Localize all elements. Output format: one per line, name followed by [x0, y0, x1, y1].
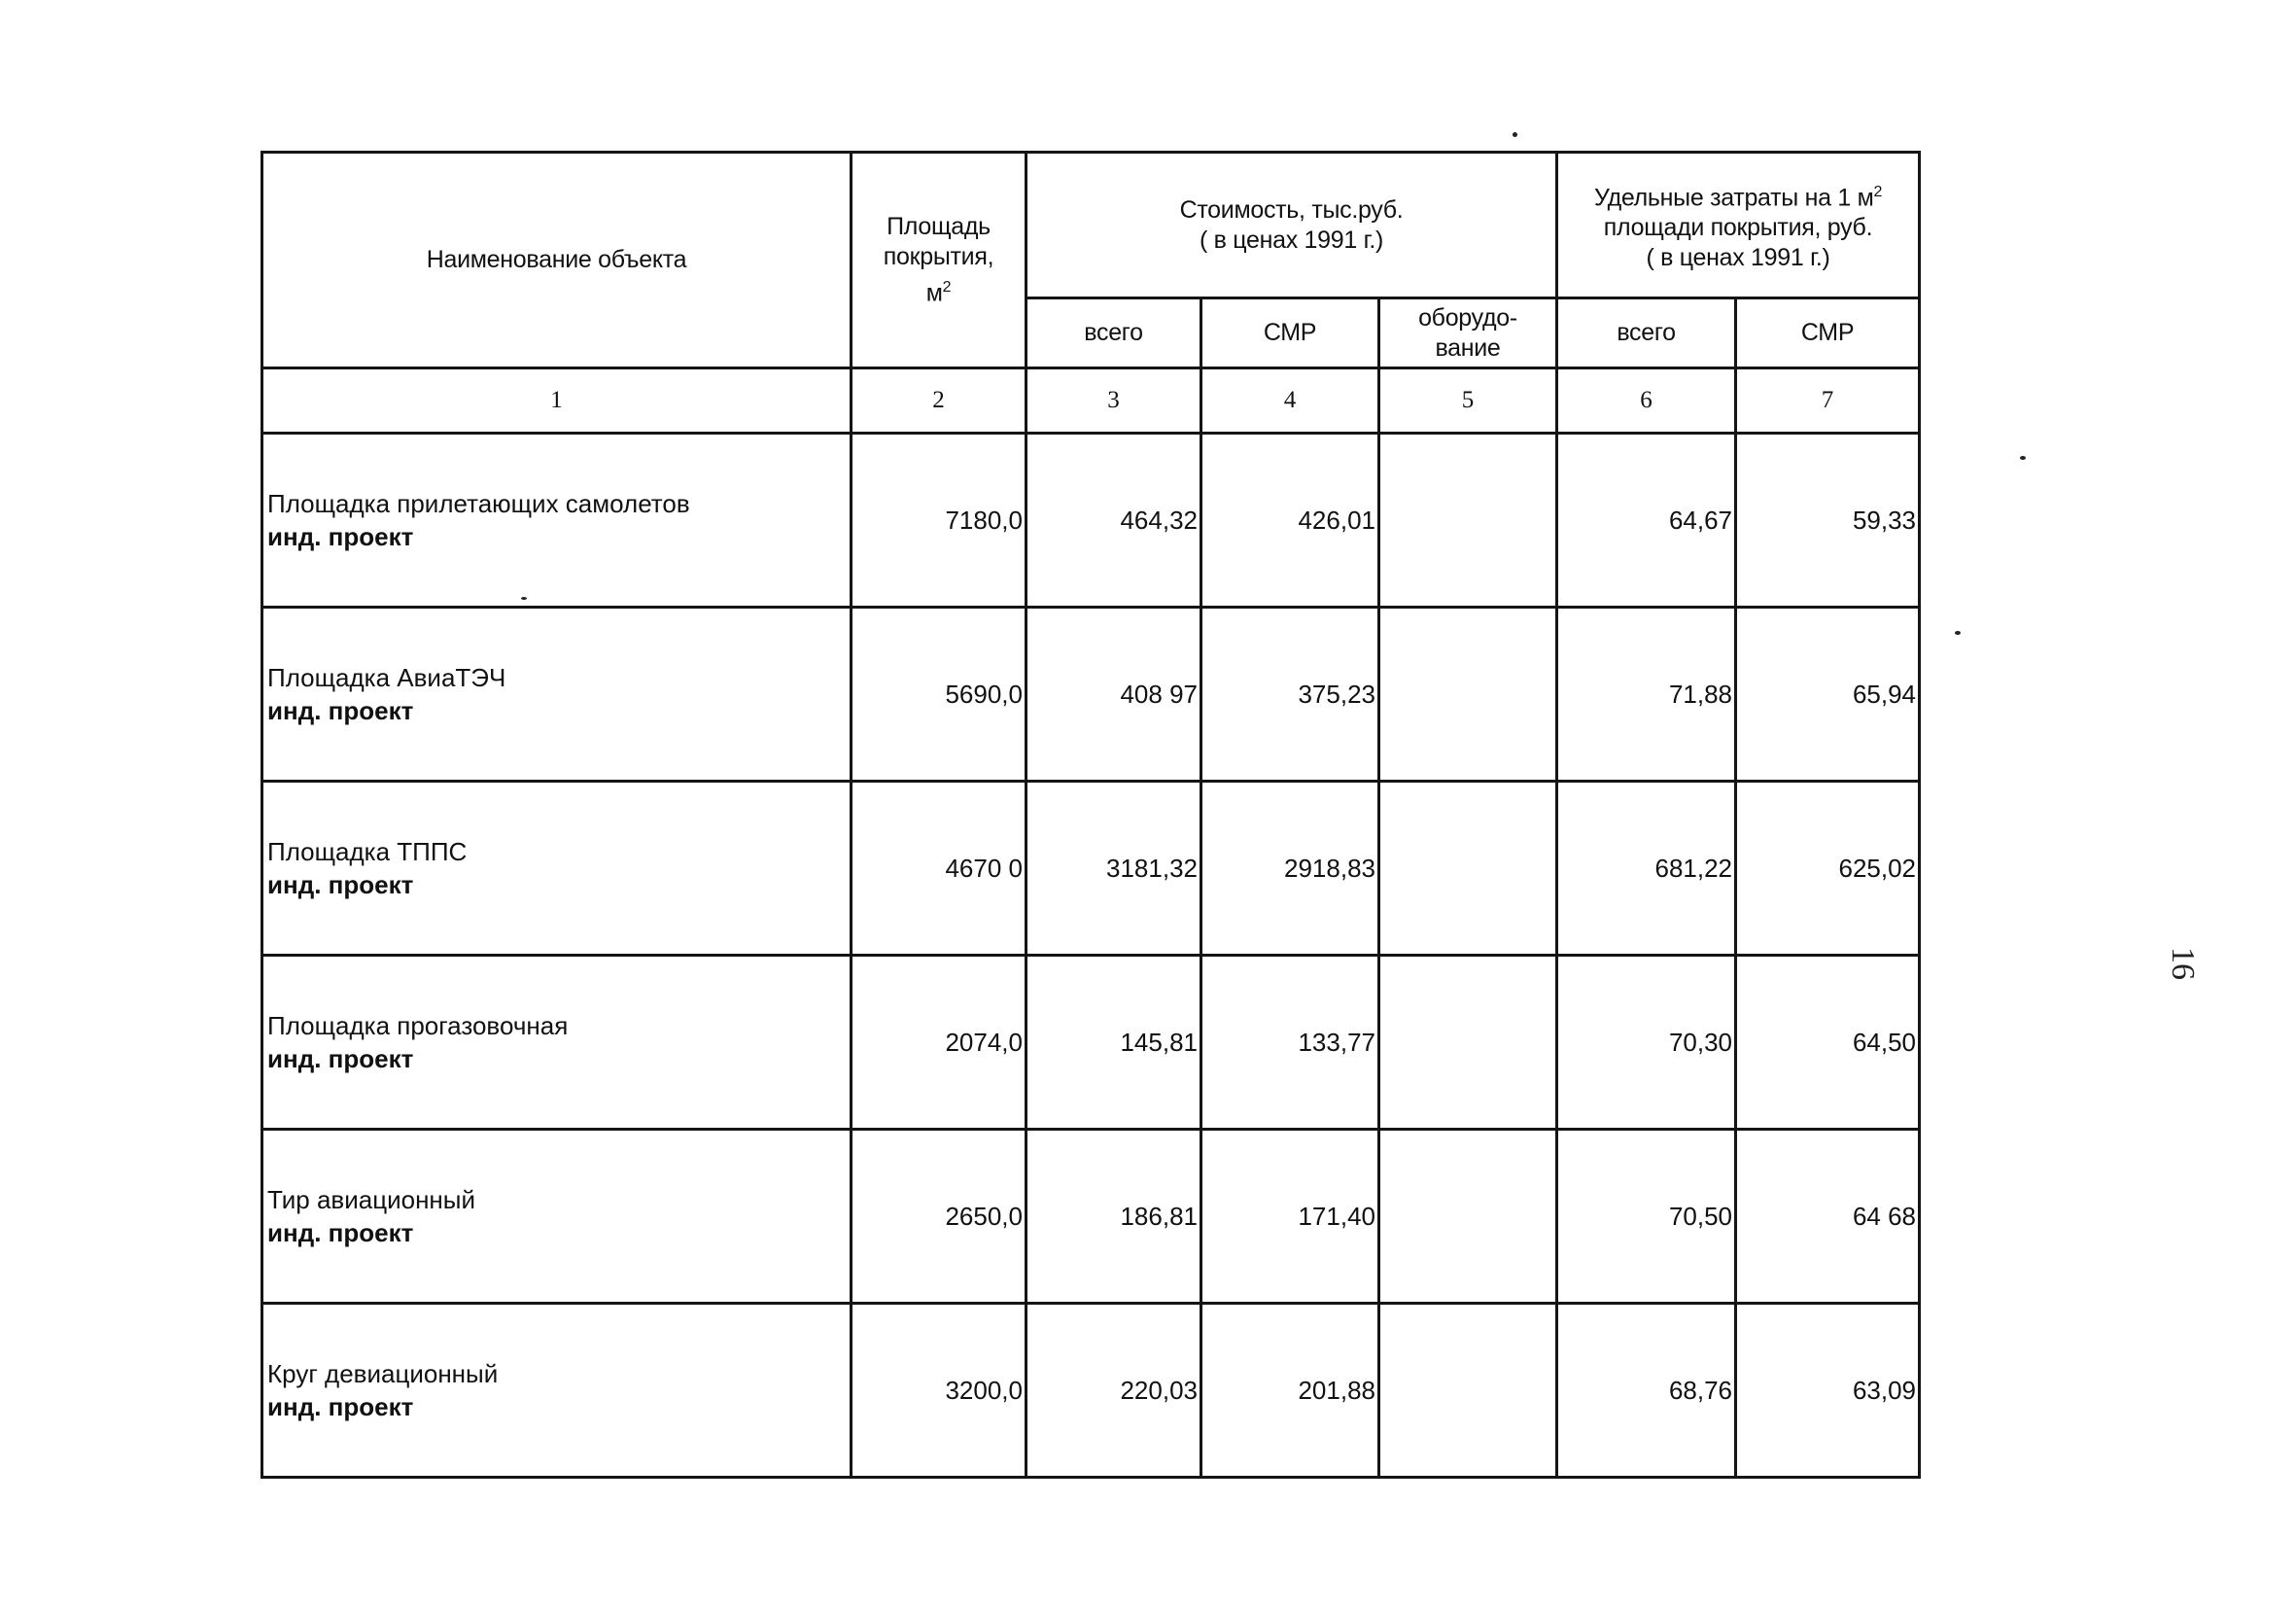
cost-equipment-cell	[1379, 956, 1557, 1130]
column-number-row	[262, 368, 1920, 434]
area-cell: 3200,0	[852, 1304, 1026, 1478]
specific-total-cell: 70,50	[1557, 1130, 1736, 1304]
object-name-cell: Площадка АвиаТЭЧ инд. проект	[262, 608, 852, 782]
area-cell: 7180,0	[852, 434, 1026, 608]
column-number: 5	[1379, 368, 1557, 434]
cost-total-cell: 220,03	[1026, 1304, 1201, 1478]
header-cost-smr: СМР	[1201, 298, 1379, 368]
area-cell: 5690,0	[852, 608, 1026, 782]
area-cell: 2074,0	[852, 956, 1026, 1130]
specific-total-cell: 681,22	[1557, 782, 1736, 956]
area-cell: 2650,0	[852, 1130, 1026, 1304]
specific-total-cell: 68,76	[1557, 1304, 1736, 1478]
object-name-cell: Площадка ТППС инд. проект	[262, 782, 852, 956]
cost-smr-cell: 2918,83	[1201, 782, 1379, 956]
table-row	[262, 608, 1920, 782]
header-specific-smr: СМР	[1736, 298, 1920, 368]
specific-smr-cell: 63,09	[1736, 1304, 1920, 1478]
cost-smr-cell: 375,23	[1201, 608, 1379, 782]
cost-smr-cell: 133,77	[1201, 956, 1379, 1130]
table-row	[262, 1304, 1920, 1478]
specific-total-cell: 71,88	[1557, 608, 1736, 782]
scan-speck	[2020, 456, 2026, 460]
cost-total-cell: 145,81	[1026, 956, 1201, 1130]
header-cost-equipment: оборудо- вание	[1379, 298, 1557, 368]
header-specific-costs: Удельные затраты на 1 $м^2$ площади покрытия, руб. ( в ценах 1991 г.)	[1557, 153, 1920, 298]
cost-total-cell: 408 97	[1026, 608, 1201, 782]
specific-smr-cell: 59,33	[1736, 434, 1920, 608]
page-number: 16	[2165, 947, 2201, 980]
cost-table	[261, 151, 1921, 1479]
cost-equipment-cell	[1379, 1130, 1557, 1304]
table-row	[262, 434, 1920, 608]
header-specific-total: всего	[1557, 298, 1736, 368]
column-number: 3	[1026, 368, 1201, 434]
cost-equipment-cell	[1379, 782, 1557, 956]
column-number: 1	[262, 368, 852, 434]
cost-total-cell: 464,32	[1026, 434, 1201, 608]
header-cost: Стоимость, тыс.руб. ( в ценах 1991 г.)	[1026, 153, 1557, 298]
table-row	[262, 782, 1920, 956]
object-name-cell: Площадка прилетающих самолетов инд. проект	[262, 434, 852, 608]
cost-equipment-cell	[1379, 434, 1557, 608]
specific-smr-cell: 64 68	[1736, 1130, 1920, 1304]
specific-total-cell: 70,30	[1557, 956, 1736, 1130]
scan-speck	[1955, 631, 1961, 635]
scan-speck	[1513, 132, 1517, 137]
cost-smr-cell: 201,88	[1201, 1304, 1379, 1478]
header-cost-total: всего	[1026, 298, 1201, 368]
header-area: Площадь покрытия, $м^2$	[852, 153, 1026, 368]
specific-smr-cell: 625,02	[1736, 782, 1920, 956]
specific-smr-cell: 65,94	[1736, 608, 1920, 782]
table-row	[262, 956, 1920, 1130]
object-name-cell: Круг девиационный инд. проект	[262, 1304, 852, 1478]
cost-total-cell: 3181,32	[1026, 782, 1201, 956]
specific-smr-cell: 64,50	[1736, 956, 1920, 1130]
cost-equipment-cell	[1379, 608, 1557, 782]
specific-total-cell: 64,67	[1557, 434, 1736, 608]
cost-smr-cell: 171,40	[1201, 1130, 1379, 1304]
object-name-cell: Тир авиационный инд. проект	[262, 1130, 852, 1304]
object-name-cell: Площадка прогазовочная инд. проект	[262, 956, 852, 1130]
column-number: 6	[1557, 368, 1736, 434]
cost-equipment-cell	[1379, 1304, 1557, 1478]
cost-total-cell: 186,81	[1026, 1130, 1201, 1304]
cost-smr-cell: 426,01	[1201, 434, 1379, 608]
scan-speck	[521, 597, 527, 600]
area-cell: 4670 0	[852, 782, 1026, 956]
column-number: 4	[1201, 368, 1379, 434]
column-number: 2	[852, 368, 1026, 434]
column-number: 7	[1736, 368, 1920, 434]
header-name: Наименование объекта	[262, 153, 852, 368]
table-row	[262, 1130, 1920, 1304]
